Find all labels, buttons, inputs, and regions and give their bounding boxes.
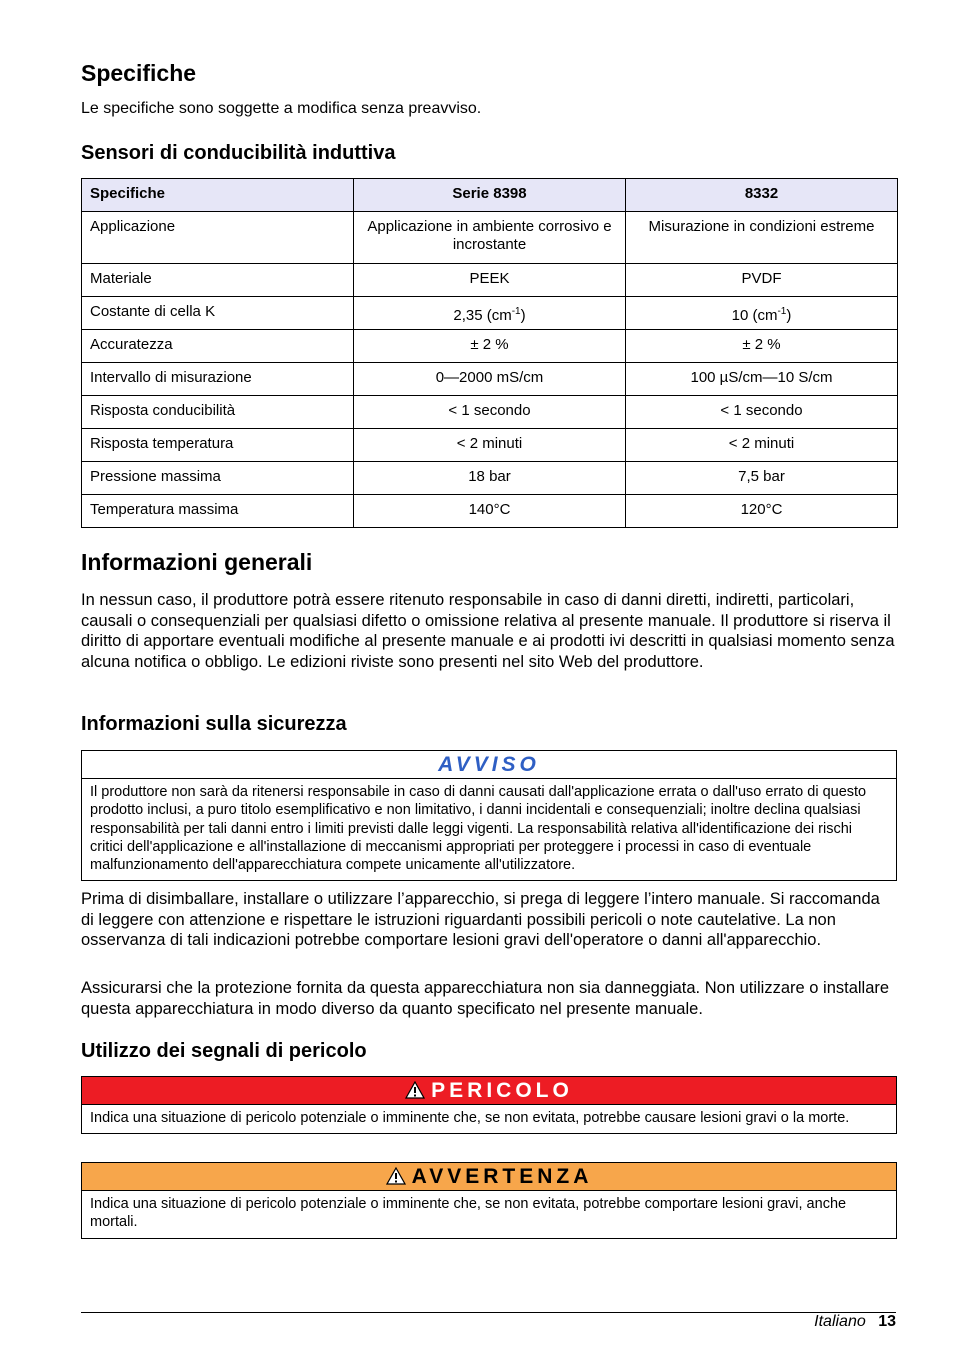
table-cell: Intervallo di misurazione — [82, 363, 354, 396]
exponent: -1 — [511, 306, 521, 317]
table-cell: 18 bar — [354, 462, 626, 495]
pericolo-notice — [81, 1076, 897, 1134]
cell-const-value: 10 (cm — [731, 307, 778, 324]
table-row — [82, 462, 898, 495]
table-cell: < 1 secondo — [626, 396, 898, 429]
avvertenza-text: Indica una situazione di pericolo potenziale o imminente che, se non evitata, potrebbe comportare lesioni gravi, anche mortali. — [90, 1196, 847, 1231]
table-cell: PVDF — [626, 264, 898, 297]
avviso-notice — [81, 750, 897, 881]
table-cell: 140°C — [354, 495, 626, 528]
table-cell: Misurazione in condizioni estreme — [626, 212, 898, 264]
table-cell: 7,5 bar — [626, 462, 898, 495]
paren-close: ) — [786, 307, 792, 324]
subsection-title-sensors: Sensori di conducibilità induttiva — [81, 142, 396, 164]
table-row — [82, 495, 898, 528]
safety-paragraph-2: Assicurarsi che la protezione fornita da questa apparecchiatura non sia danneggiata. Non utilizzare o installare questa apparecchiatura in modo diverso da quanto specificato nel presente manuale. — [81, 979, 890, 1018]
spec-table-wrapper — [81, 178, 898, 528]
table-cell: 0—2000 mS/cm — [354, 363, 626, 396]
section-title-specs: Specifiche — [81, 60, 197, 86]
table-row — [82, 297, 898, 330]
general-paragraph: In nessun caso, il produttore potrà essere ritenuto responsabile in caso di danni diretti, indiretti, particolari, causali o consequenziali per qualsiasi difetto o omissione relativa al presente manuale. Il produttore si riserva il diritto di apportare eventuali modifiche al presente manuale e ai prodotti ivi descritti in qualsiasi momento senza alcuna notifica o obbligo. Le edizioni riviste sono presenti nel sito Web del produttore. — [81, 591, 895, 671]
table-cell: ± 2 % — [626, 330, 898, 363]
footer-language: Italiano — [814, 1313, 866, 1330]
avviso-text: Il produttore non sarà da ritenersi responsabile in caso di danni causati dall'applicazione errata o dall'uso errato di questo prodotto inclusi, a puro titolo esemplificativo e non limitativo, i danni incidentali e consequenziali; inoltre declina qualsiasi responsabilità per tali danni entro i limiti previsti dalle leggi vigenti. La responsabilità relativa all'identificazione dei rischi critici dell'applicazione e all'installazione di meccanismi appropriati per proteggere i processi in caso di eventuale malfunzionamento dell'apparecchiatura compete unicamente all'utilizzatore. — [90, 784, 867, 874]
table-header-row — [82, 179, 898, 212]
page-number: 13 — [878, 1313, 896, 1330]
subsection-title-safety: Informazioni sulla sicurezza — [81, 713, 347, 735]
pericolo-text: Indica una situazione di pericolo potenziale o imminente che, se non evitata, potrebbe causare lesioni gravi o la morte. — [90, 1110, 850, 1126]
exponent: -1 — [777, 306, 787, 317]
table-row — [82, 396, 898, 429]
avvertenza-label: AVVERTENZA — [411, 1165, 593, 1188]
table-cell: Risposta temperatura — [82, 429, 354, 462]
table-row — [82, 429, 898, 462]
cell-const-value: 2,35 (cm — [453, 307, 512, 324]
safety-paragraph-1: Prima di disimballare, installare o utilizzare l’apparecchio, si prega di leggere l’intero manuale. Si raccomanda di leggere con attenzione e rispettare le istruzioni riguardanti possibili pericoli o note cautelative. La non osservanza di tali indicazioni potrebbe comportare lesioni gravi dell'operatore o danni all'apparecchio. — [81, 890, 880, 949]
table-header-cell: Specifiche — [82, 179, 354, 212]
table-cell: < 1 secondo — [354, 396, 626, 429]
table-row — [82, 330, 898, 363]
avvertenza-notice — [81, 1162, 897, 1239]
paren-close: ) — [520, 307, 526, 324]
warning-triangle-icon — [405, 1081, 425, 1099]
table-cell: 100 µS/cm—10 S/cm — [626, 363, 898, 396]
table-cell: Pressione massima — [82, 462, 354, 495]
table-row — [82, 363, 898, 396]
table-cell — [626, 297, 898, 330]
table-row — [82, 264, 898, 297]
table-cell: Materiale — [82, 264, 354, 297]
table-cell: Applicazione in ambiente corrosivo e incrostante — [354, 212, 626, 264]
avvertenza-header — [82, 1163, 896, 1191]
table-cell: Accuratezza — [82, 330, 354, 363]
table-cell: ± 2 % — [354, 330, 626, 363]
warning-triangle-icon — [386, 1167, 406, 1185]
table-cell: < 2 minuti — [626, 429, 898, 462]
table-cell: < 2 minuti — [354, 429, 626, 462]
section-title-general: Informazioni generali — [81, 549, 313, 575]
subsection-title-hazard: Utilizzo dei segnali di pericolo — [81, 1040, 367, 1062]
spec-table — [81, 178, 898, 528]
table-cell — [354, 297, 626, 330]
table-cell: PEEK — [354, 264, 626, 297]
table-header-cell: 8332 — [626, 179, 898, 212]
footer-divider — [81, 1312, 896, 1313]
table-row — [82, 212, 898, 264]
table-header-cell: Serie 8398 — [354, 179, 626, 212]
footer — [814, 1313, 896, 1331]
pericolo-label: PERICOLO — [431, 1079, 573, 1102]
avviso-label: AVVISO — [82, 751, 896, 779]
table-cell: 120°C — [626, 495, 898, 528]
table-cell: Temperatura massima — [82, 495, 354, 528]
table-cell: Applicazione — [82, 212, 354, 264]
specs-intro: Le specifiche sono soggette a modifica senza preavviso. — [81, 100, 482, 117]
table-cell: Risposta conducibilità — [82, 396, 354, 429]
pericolo-header — [82, 1077, 896, 1105]
table-cell: Costante di cella K — [82, 297, 354, 330]
